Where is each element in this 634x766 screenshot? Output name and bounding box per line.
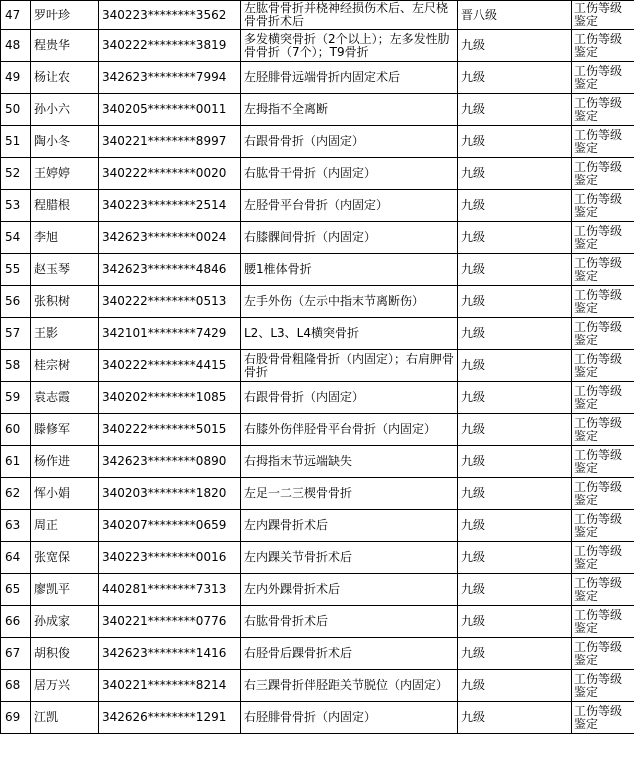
appraisal-type-cell: 工伤等级鉴定 [572, 62, 634, 94]
id-number-cell: 340221********0776 [99, 606, 241, 638]
disability-level-cell: 九级 [458, 318, 572, 350]
diagnosis-cell: L2、L3、L4横突骨折 [241, 318, 458, 350]
row-number-cell: 63 [1, 510, 31, 542]
table-row [1, 254, 634, 286]
table-row [1, 222, 634, 254]
appraisal-type-cell: 工伤等级鉴定 [572, 94, 634, 126]
id-number-cell: 340221********8214 [99, 670, 241, 702]
diagnosis-cell: 多发横突骨折（2个以上）；左多发性肋骨骨折（7个）；T9骨折 [241, 30, 458, 62]
row-number-cell: 66 [1, 606, 31, 638]
disability-level-cell: 九级 [458, 254, 572, 286]
id-number-cell: 340222********0020 [99, 158, 241, 190]
row-number-cell: 48 [1, 30, 31, 62]
table-row [1, 318, 634, 350]
id-number-cell: 440281********7313 [99, 574, 241, 606]
row-number-cell: 64 [1, 542, 31, 574]
disability-level-cell: 九级 [458, 478, 572, 510]
diagnosis-cell: 左拇指不全离断 [241, 94, 458, 126]
diagnosis-cell: 左手外伤（左示中指末节离断伤） [241, 286, 458, 318]
appraisal-type-cell: 工伤等级鉴定 [572, 158, 634, 190]
row-number-cell: 54 [1, 222, 31, 254]
disability-level-cell: 九级 [458, 350, 572, 382]
diagnosis-cell: 左胫腓骨远端骨折内固定术后 [241, 62, 458, 94]
id-number-cell: 340223********3562 [99, 1, 241, 30]
table-row [1, 94, 634, 126]
id-number-cell: 340222********0513 [99, 286, 241, 318]
appraisal-type-cell: 工伤等级鉴定 [572, 574, 634, 606]
table-row [1, 158, 634, 190]
row-number-cell: 53 [1, 190, 31, 222]
row-number-cell: 57 [1, 318, 31, 350]
name-cell: 罗叶珍 [31, 1, 99, 30]
name-cell: 陶小冬 [31, 126, 99, 158]
appraisal-type-cell: 工伤等级鉴定 [572, 670, 634, 702]
diagnosis-cell: 腰1椎体骨折 [241, 254, 458, 286]
table-row [1, 350, 634, 382]
disability-level-cell: 九级 [458, 414, 572, 446]
id-number-cell: 342626********1291 [99, 702, 241, 734]
id-number-cell: 340223********0016 [99, 542, 241, 574]
name-cell: 杨作进 [31, 446, 99, 478]
appraisal-type-cell: 工伤等级鉴定 [572, 702, 634, 734]
row-number-cell: 68 [1, 670, 31, 702]
table-row [1, 62, 634, 94]
id-number-cell: 340205********0011 [99, 94, 241, 126]
table-row [1, 190, 634, 222]
name-cell: 恽小娟 [31, 478, 99, 510]
appraisal-type-cell: 工伤等级鉴定 [572, 350, 634, 382]
disability-level-cell: 九级 [458, 542, 572, 574]
id-number-cell: 342623********7994 [99, 62, 241, 94]
row-number-cell: 59 [1, 382, 31, 414]
disability-level-cell: 九级 [458, 670, 572, 702]
disability-level-cell: 九级 [458, 62, 572, 94]
table-row [1, 670, 634, 702]
name-cell: 杨让农 [31, 62, 99, 94]
disability-level-cell: 九级 [458, 446, 572, 478]
id-number-cell: 342101********7429 [99, 318, 241, 350]
diagnosis-cell: 右胫腓骨骨折（内固定） [241, 702, 458, 734]
row-number-cell: 49 [1, 62, 31, 94]
diagnosis-cell: 右肱骨干骨折（内固定） [241, 158, 458, 190]
diagnosis-cell: 左足一二三楔骨骨折 [241, 478, 458, 510]
appraisal-type-cell: 工伤等级鉴定 [572, 126, 634, 158]
disability-level-cell: 九级 [458, 222, 572, 254]
disability-level-cell: 九级 [458, 606, 572, 638]
disability-level-cell: 九级 [458, 574, 572, 606]
name-cell: 程贵华 [31, 30, 99, 62]
table-row [1, 126, 634, 158]
appraisal-type-cell: 工伤等级鉴定 [572, 414, 634, 446]
diagnosis-cell: 右三踝骨折伴胫距关节脱位（内固定） [241, 670, 458, 702]
table-row [1, 1, 634, 30]
row-number-cell: 51 [1, 126, 31, 158]
name-cell: 居万兴 [31, 670, 99, 702]
appraisal-type-cell: 工伤等级鉴定 [572, 542, 634, 574]
row-number-cell: 52 [1, 158, 31, 190]
name-cell: 桂宗树 [31, 350, 99, 382]
appraisal-type-cell: 工伤等级鉴定 [572, 254, 634, 286]
name-cell: 廖凯平 [31, 574, 99, 606]
id-number-cell: 342623********0890 [99, 446, 241, 478]
id-number-cell: 340222********4415 [99, 350, 241, 382]
row-number-cell: 61 [1, 446, 31, 478]
row-number-cell: 50 [1, 94, 31, 126]
id-number-cell: 342623********4846 [99, 254, 241, 286]
name-cell: 赵玉琴 [31, 254, 99, 286]
disability-level-cell: 九级 [458, 382, 572, 414]
diagnosis-cell: 右拇指末节远端缺失 [241, 446, 458, 478]
diagnosis-cell: 左胫骨平台骨折（内固定） [241, 190, 458, 222]
table-row [1, 638, 634, 670]
table-row [1, 574, 634, 606]
table-row [1, 30, 634, 62]
row-number-cell: 55 [1, 254, 31, 286]
id-number-cell: 340203********1820 [99, 478, 241, 510]
name-cell: 滕修军 [31, 414, 99, 446]
row-number-cell: 56 [1, 286, 31, 318]
table-row [1, 542, 634, 574]
name-cell: 胡积俊 [31, 638, 99, 670]
id-number-cell: 342623********0024 [99, 222, 241, 254]
table-row [1, 606, 634, 638]
disability-level-cell: 晋八级 [458, 1, 572, 30]
name-cell: 王婷婷 [31, 158, 99, 190]
diagnosis-cell: 右股骨骨粗隆骨折（内固定）；右肩胛骨骨折 [241, 350, 458, 382]
name-cell: 孙成家 [31, 606, 99, 638]
diagnosis-cell: 右肱骨骨折术后 [241, 606, 458, 638]
appraisal-type-cell: 工伤等级鉴定 [572, 30, 634, 62]
row-number-cell: 58 [1, 350, 31, 382]
diagnosis-cell: 右膝外伤伴胫骨平台骨折（内固定） [241, 414, 458, 446]
appraisal-type-cell: 工伤等级鉴定 [572, 222, 634, 254]
id-number-cell: 340207********0659 [99, 510, 241, 542]
name-cell: 张积树 [31, 286, 99, 318]
disability-level-cell: 九级 [458, 94, 572, 126]
name-cell: 袁志霞 [31, 382, 99, 414]
name-cell: 周正 [31, 510, 99, 542]
diagnosis-cell: 右胫骨后踝骨折术后 [241, 638, 458, 670]
disability-level-cell: 九级 [458, 190, 572, 222]
id-number-cell: 342623********1416 [99, 638, 241, 670]
name-cell: 程腊根 [31, 190, 99, 222]
table-row [1, 382, 634, 414]
table-row [1, 414, 634, 446]
row-number-cell: 62 [1, 478, 31, 510]
disability-level-cell: 九级 [458, 510, 572, 542]
table-body [1, 1, 634, 734]
appraisal-type-cell: 工伤等级鉴定 [572, 606, 634, 638]
row-number-cell: 60 [1, 414, 31, 446]
name-cell: 张宽保 [31, 542, 99, 574]
appraisal-type-cell: 工伤等级鉴定 [572, 1, 634, 30]
row-number-cell: 69 [1, 702, 31, 734]
diagnosis-cell: 右跟骨骨折（内固定） [241, 126, 458, 158]
id-number-cell: 340221********8997 [99, 126, 241, 158]
table-row [1, 478, 634, 510]
appraisal-type-cell: 工伤等级鉴定 [572, 382, 634, 414]
row-number-cell: 65 [1, 574, 31, 606]
appraisal-type-cell: 工伤等级鉴定 [572, 510, 634, 542]
disability-level-cell: 九级 [458, 158, 572, 190]
id-number-cell: 340222********3819 [99, 30, 241, 62]
row-number-cell: 67 [1, 638, 31, 670]
disability-level-cell: 九级 [458, 638, 572, 670]
table-row [1, 286, 634, 318]
diagnosis-cell: 左肱骨骨折并桡神经损伤术后、左尺桡骨骨折术后 [241, 1, 458, 30]
appraisal-type-cell: 工伤等级鉴定 [572, 638, 634, 670]
table-row [1, 510, 634, 542]
appraisal-type-cell: 工伤等级鉴定 [572, 478, 634, 510]
name-cell: 江凯 [31, 702, 99, 734]
diagnosis-cell: 左内踝骨折术后 [241, 510, 458, 542]
disability-level-cell: 九级 [458, 286, 572, 318]
disability-level-cell: 九级 [458, 702, 572, 734]
appraisal-type-cell: 工伤等级鉴定 [572, 446, 634, 478]
appraisal-type-cell: 工伤等级鉴定 [572, 190, 634, 222]
diagnosis-cell: 右跟骨骨折（内固定） [241, 382, 458, 414]
diagnosis-cell: 右膝髁间骨折（内固定） [241, 222, 458, 254]
table-row [1, 446, 634, 478]
id-number-cell: 340222********5015 [99, 414, 241, 446]
name-cell: 王影 [31, 318, 99, 350]
diagnosis-cell: 左内踝关节骨折术后 [241, 542, 458, 574]
row-number-cell: 47 [1, 1, 31, 30]
id-number-cell: 340202********1085 [99, 382, 241, 414]
diagnosis-cell: 左内外踝骨折术后 [241, 574, 458, 606]
table-row [1, 702, 634, 734]
appraisal-type-cell: 工伤等级鉴定 [572, 318, 634, 350]
appraisal-type-cell: 工伤等级鉴定 [572, 286, 634, 318]
id-number-cell: 340223********2514 [99, 190, 241, 222]
disability-level-cell: 九级 [458, 126, 572, 158]
name-cell: 李旭 [31, 222, 99, 254]
name-cell: 孙小六 [31, 94, 99, 126]
disability-level-cell: 九级 [458, 30, 572, 62]
